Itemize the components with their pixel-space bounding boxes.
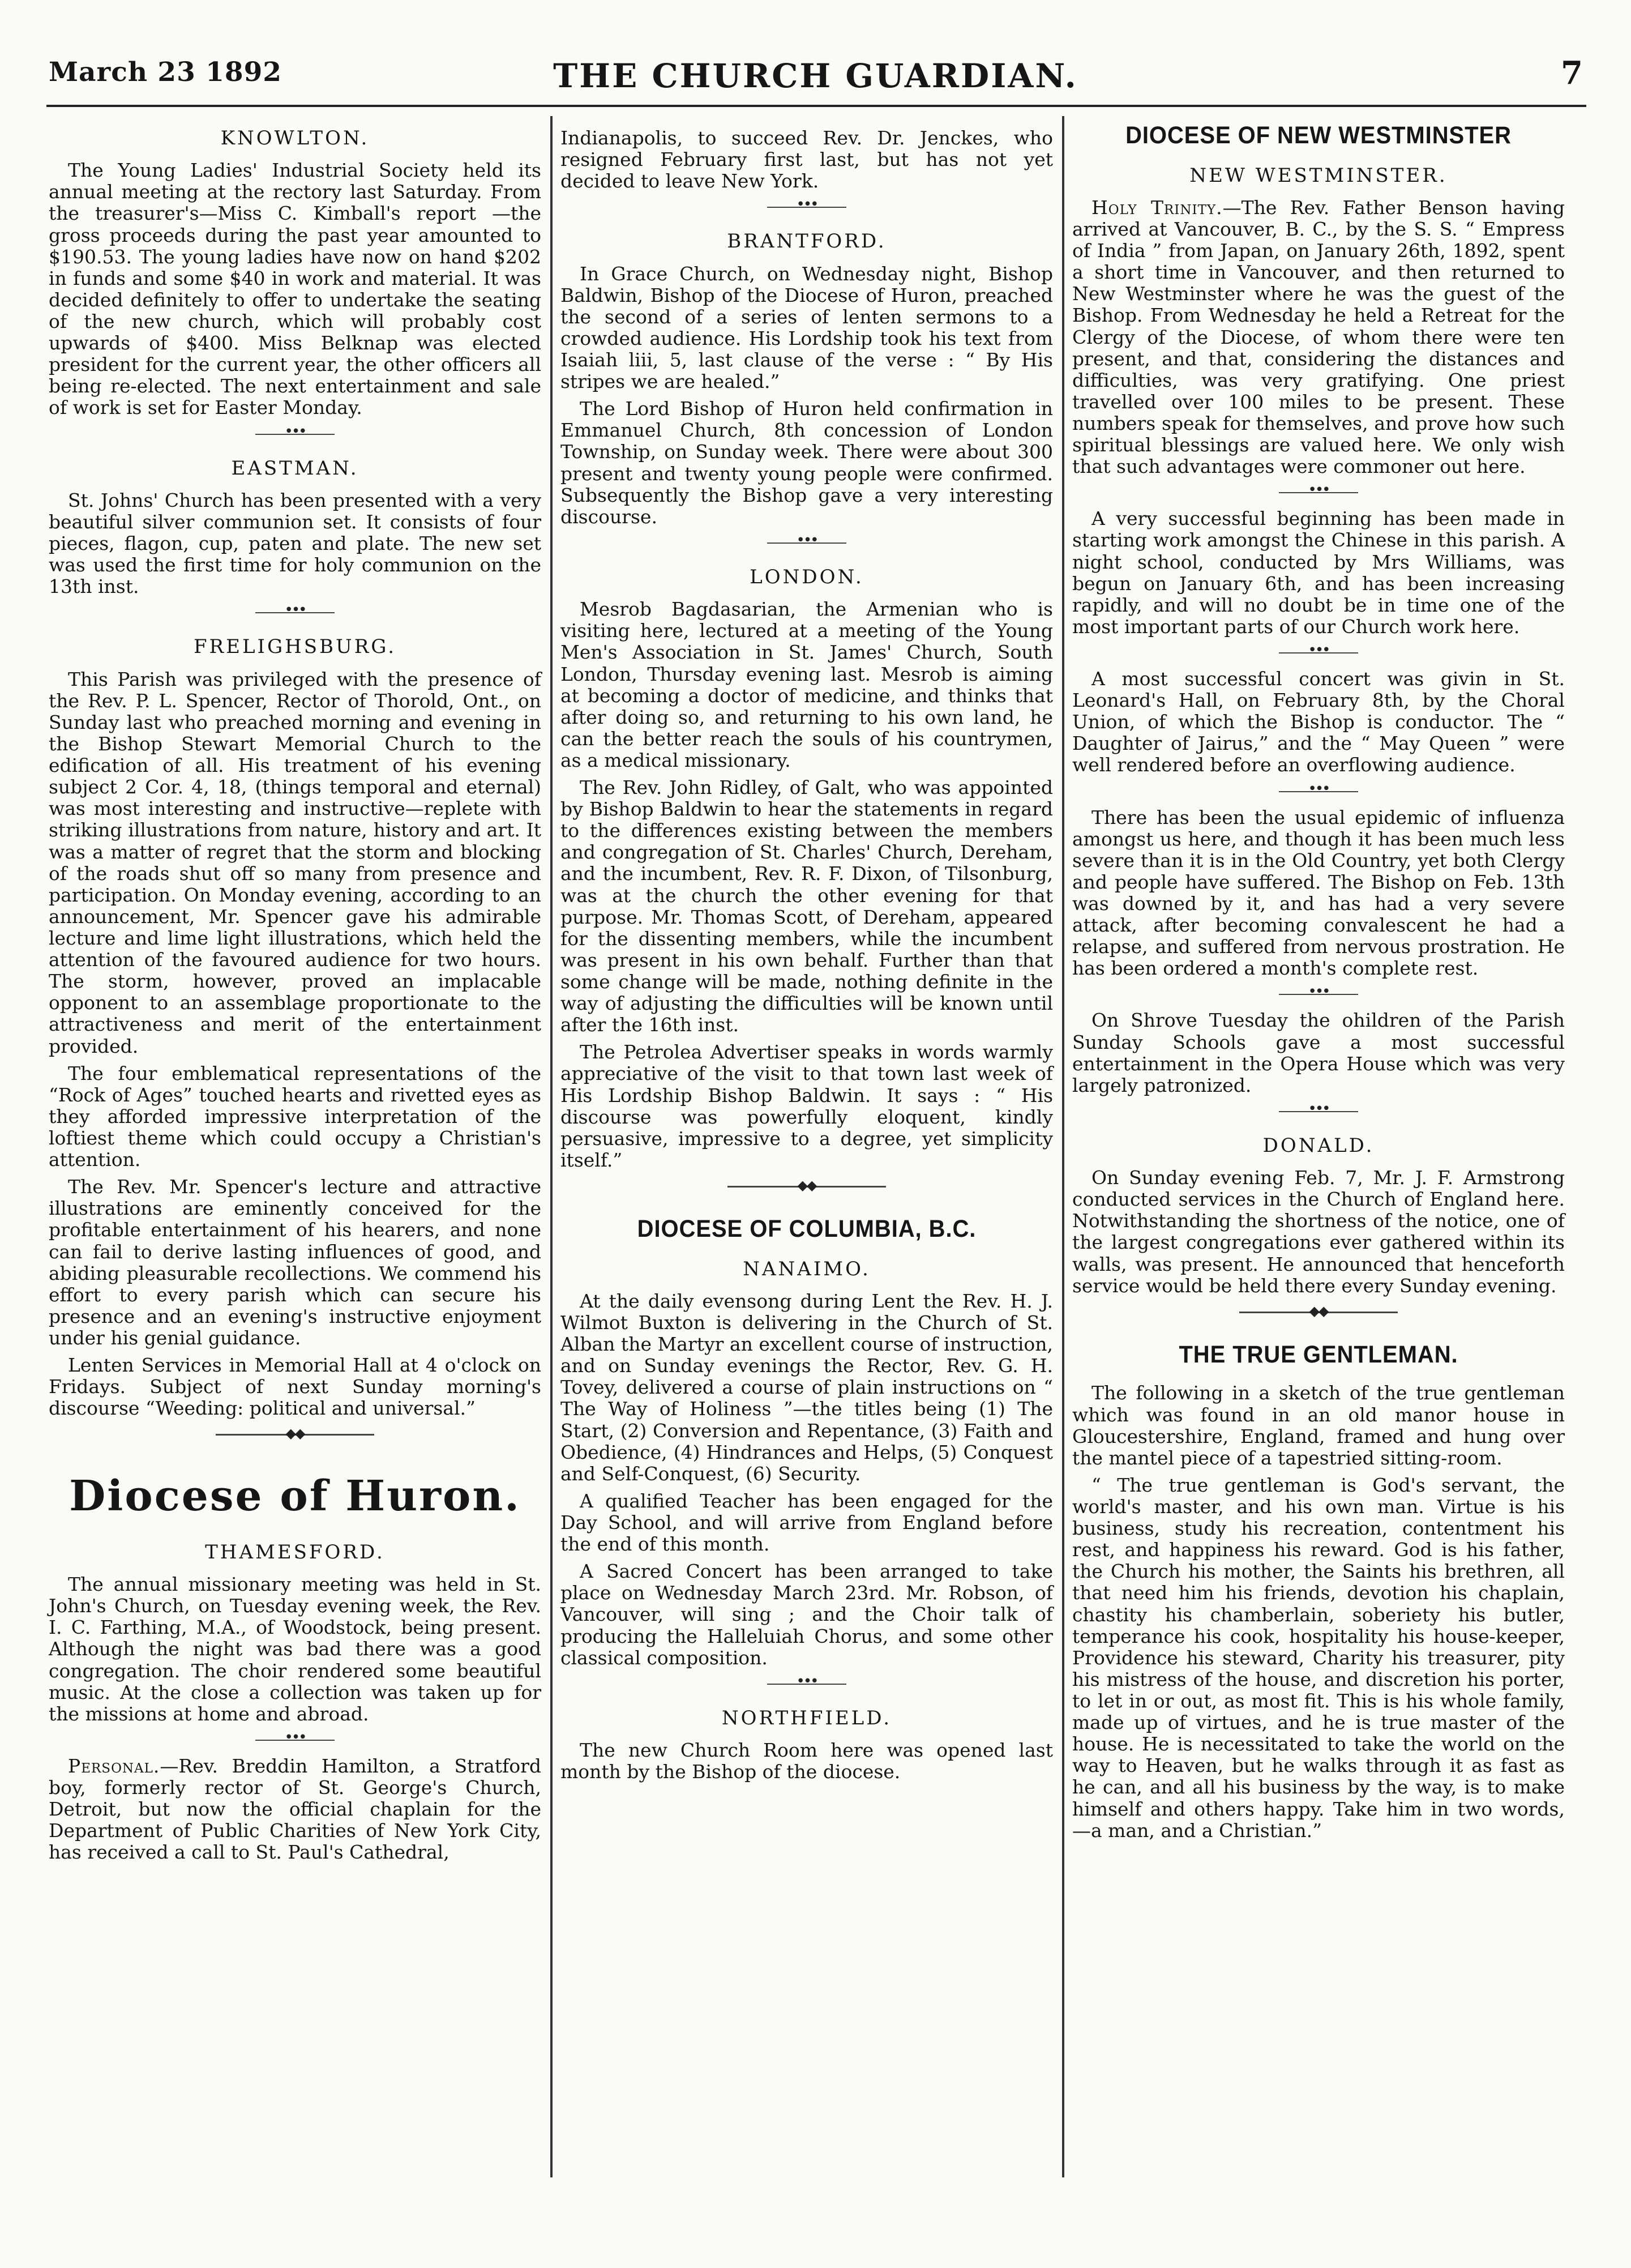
ornament-divider bbox=[1072, 986, 1565, 1003]
run-in-text: —The Rev. Father Benson having arrived at Vancouver, B. C., by the S. S. “ Empress of India ” from Japan, on January 26th, 1892, spent a short time in Vancouver, and then returned to New Westminster where he was the guest of the Bishop. From Wednesday he held a Retreat for the Clergy of the Diocese, of whom there were ten present, and that, considering the distances and difficulties, was very gratifying. One priest travelled over 100 miles to be present. These numbers speak for themselves, and prove how such spiritual blessings are valued here. We only wish that such advantages were commoner out here. bbox=[1072, 196, 1565, 478]
ornament-divider bbox=[1072, 783, 1565, 800]
article-paragraph: The following in a sketch of the true gentleman which was found in an old manor house in Gloucestershire, England, framed and hung over the mantel piece of a tapestried sitting-room. bbox=[1072, 1382, 1565, 1469]
section-heading-frelighsburg: FRELIGHSBURG. bbox=[193, 635, 397, 659]
issue-date: March 23 1892 bbox=[49, 57, 282, 88]
ornament-divider bbox=[560, 1676, 1053, 1693]
article-paragraph: The Rev. John Ridley, of Galt, who was appointed by Bishop Baldwin to hear the statements in regard to the differences existing between the members and congregation of St. Charles' Church, Dereham, and the incumbent, Rev. R. F. Dixon, of Tilsonburg, was at the church the other evening for that purpose. Mr. Thomas Scott, of Dereham, appeared for the dissenting members, while the incumbent was present in his own behalf. Further than that some change will be made, nothing definite in the way of adjusting the difficulties will be known until after the 16th inst. bbox=[560, 776, 1053, 1036]
diocese-heading-new-westminster: DIOCESE OF NEW WESTMINSTER bbox=[1125, 122, 1512, 149]
article-paragraph: St. Johns' Church has been presented with a very beautiful silver communion set. It consists of four pieces, flagon, cup, paten and plate. The new set was used the first time for holy communion on the 13th inst. bbox=[49, 489, 541, 598]
newspaper-title: THE CHURCH GUARDIAN. bbox=[553, 57, 1078, 95]
article-paragraph-holy-trinity bbox=[1072, 197, 1565, 477]
article-paragraph: The Rev. Mr. Spencer's lecture and attractive illustrations are eminently conceived for the profitable entertainment of his hearers, and none can fail to derive lasting influences of good, and abiding pleasurable recollections. We commend his effort to every parish which can secure his presence and an evening's instructive enjoyment under his genial guidance. bbox=[49, 1176, 541, 1349]
section-heading-northfield: NORTHFIELD. bbox=[721, 1706, 892, 1729]
ornament-divider bbox=[49, 1732, 541, 1749]
run-in-text: —Rev. Breddin Hamilton, a Stratford boy, formerly rector of St. George's Church, Detroit, but now the official chaplain for the Department of Public Charities of New York City, has received a call to St. Paul's Cathedral, bbox=[49, 1754, 541, 1864]
section-heading-new-westminster: NEW WESTMINSTER. bbox=[1189, 164, 1448, 187]
masthead bbox=[0, 0, 1631, 113]
run-in-lead: Holy Trinity. bbox=[1091, 196, 1223, 219]
column-rule-1 bbox=[550, 116, 553, 2177]
section-heading-donald: DONALD. bbox=[1262, 1134, 1375, 1157]
ornament-divider bbox=[49, 1426, 541, 1443]
article-paragraph: There has been the usual epidemic of influenza amongst us here, and though it has been much less severe than it is in the Old Country, yet both Clergy and people have suffered. The Bishop on Feb. 13th was downed by it, and has had a very severe attack, after becoming convalescent he had a relapse, and suffered from nervous prostration. He has been ordered a month's complete rest. bbox=[1072, 806, 1565, 980]
article-paragraph: The annual missionary meeting was held in St. John's Church, on Tuesday evening week, the Rev. I. C. Farthing, M.A., of Woodstock, being present. Although the night was bad there was a good congregation. The choir rendered some beautiful music. At the close a collection was taken up for the missions at home and abroad. bbox=[49, 1573, 541, 1725]
section-heading-thamesford: THAMESFORD. bbox=[205, 1540, 385, 1564]
article-paragraph: In Grace Church, on Wednesday night, Bishop Baldwin, Bishop of the Diocese of Huron, preached the second of a series of lenten sermons to a crowded audience. His Lordship took his text from Isaiah liii, 5, last clause of the verse : “ By His stripes we are healed.” bbox=[560, 262, 1053, 393]
column-1 bbox=[49, 122, 541, 1869]
page-number: 7 bbox=[1561, 54, 1583, 92]
column-3 bbox=[1072, 122, 1565, 1847]
column-rule-2 bbox=[1062, 116, 1064, 2177]
ornament-divider bbox=[1072, 644, 1565, 661]
ornament-divider bbox=[560, 1178, 1053, 1195]
article-paragraph: At the daily evensong during Lent the Rev. H. J. Wilmot Buxton is delivering in the Church of St. Alban the Martyr an excellent course of instruction, and on Sunday evenings the Rector, Rev. G. H. Tovey, delivered a course of plain instructions on “ The Way of Holiness ”—the titles being (1) The Start, (2) Conversion and Repentance, (3) Faith and Obedience, (4) Hindrances and Helps, (5) Conquest and Self-Conquest, (6) Security. bbox=[560, 1289, 1053, 1485]
section-heading-london: LONDON. bbox=[750, 565, 864, 588]
section-heading-eastman: EASTMAN. bbox=[231, 456, 359, 480]
ornament-divider bbox=[560, 535, 1053, 552]
article-paragraph: The Petrolea Advertiser speaks in words warmly appreciative of the visit to that town last week of His Lordship Bishop Baldwin. It says : “ His discourse was powerfully eloquent, kindly persuasive, impressive to a degree, yet simplicity itself.” bbox=[560, 1041, 1053, 1171]
article-paragraph: A very successful beginning has been made in starting work amongst the Chinese in this parish. A night school, conducted by Mrs Williams, was begun on January 6th, and has been increasing rapidly, and will no doubt be in time one of the most important parts of our Church work here. bbox=[1072, 507, 1565, 638]
article-paragraph: A qualified Teacher has been engaged for the Day School, and will arrive from England before the end of this month. bbox=[560, 1489, 1053, 1556]
article-paragraph: The Lord Bishop of Huron held confirmation in Emmanuel Church, 8th concession of London Township, on Sunday week. There were about 300 present and twenty young people were confirmed. Subsequently the Bishop gave a very interesting discourse. bbox=[560, 398, 1053, 528]
article-paragraph: On Shrove Tuesday the ohildren of the Parish Sunday Schools gave a most successful entertainment in the Opera House which was very largely patronized. bbox=[1072, 1009, 1565, 1096]
article-paragraph: Lenten Services in Memorial Hall at 4 o'clock on Fridays. Subject of next Sunday morning's discourse “Weeding: political and universal.” bbox=[49, 1354, 541, 1420]
section-heading-nanaimo: NANAIMO. bbox=[743, 1257, 871, 1280]
article-paragraph: This Parish was privileged with the presence of the Rev. P. L. Spencer, Rector of Thorold, Ont., on Sunday last who preached morning and evening in the Bishop Stewart Memorial Church to the edification of all. His treatment of his evening subject 2 Cor. 4, 18, (things temporal and eternal) was most interesting and instructive—replete with striking illustrations from nature, history and art. It was a matter of regret that the storm and blocking of the roads shut off so many from presence and participation. On Monday evening, according to an announcement, Mr. Spencer gave his admirable lecture and lime light illustrations, which held the attention of the favoured audience for two hours. The storm, however, proved an implacable opponent to an assemblage proportionate to the attractiveness and merit of the entertainment provided. bbox=[49, 668, 541, 1057]
article-paragraph: On Sunday evening Feb. 7, Mr. J. F. Armstrong conducted services in the Church of England here. Notwithstanding the shortness of the notice, one of the largest congregations ever gathered within its walls, was present. He announced that henceforth service would be held there every Sunday evening. bbox=[1072, 1167, 1565, 1297]
article-paragraph: The Young Ladies' Industrial Society held its annual meeting at the rectory last Saturday. From the treasurer's—Miss C. Kimball's report —the gross proceeds during the past year amounted to $190.53. The young ladies have now on hand $202 in funds and some $40 in work and material. It was decided definitely to offer to undertake the seating of the new church, which will probably cost upwards of $400. Miss Belknap was elected president for the current year, the other officers all being re-elected. The next entertainment and sale of work is set for Easter Monday. bbox=[49, 159, 541, 419]
article-paragraph-continued: Indianapolis, to succeed Rev. Dr. Jenckes, who resigned February first last, but has not yet decided to leave New York. bbox=[560, 127, 1053, 193]
ornament-divider bbox=[49, 426, 541, 443]
article-paragraph: A most successful concert was givin in St. Leonard's Hall, on February 8th, by the Choral Union, of which the Bishop is conductor. The “ Daughter of Jairus,” and the “ May Queen ” were well rendered before an overflowing audience. bbox=[1072, 668, 1565, 776]
header-rule bbox=[46, 105, 1586, 107]
run-in-lead: Personal. bbox=[68, 1754, 160, 1777]
diocese-heading-columbia: DIOCESE OF COLUMBIA, B.C. bbox=[637, 1215, 977, 1243]
article-paragraph-personal bbox=[49, 1756, 541, 1864]
section-heading-knowlton: KNOWLTON. bbox=[220, 127, 370, 150]
diocese-heading-huron: Diocese of Huron. bbox=[69, 1472, 521, 1521]
ornament-divider bbox=[1072, 1304, 1565, 1321]
ornament-divider bbox=[49, 604, 541, 621]
article-paragraph: “ The true gentleman is God's servant, the world's master, and his own man. Virtue is his business, study his recreation, contentment his rest, and happiness his reward. God is his father, the Church his mother, the Saints his brethren, all that need him his friends, devotion his chaplain, chastity his chamberlain, soberiety his butler, temperance his cook, hospitality his house-keeper, Providence his steward, Charity his treasurer, pity his mistress of the house, and discretion his porter, to let in or out, as most fit. This is his whole family, made up of virtues, and he is true master of the house. He is necessitated to take the world on the way to Heaven, but he walks through it as fast as he can, and all his business by the way, is to make himself and others happy. Take him in two words, —a man, and a Christian.” bbox=[1072, 1473, 1565, 1842]
section-heading-true-gentleman: THE TRUE GENTLEMAN. bbox=[1179, 1340, 1458, 1368]
article-paragraph: Mesrob Bagdasarian, the Armenian who is visiting here, lectured at a meeting of the Young Men's Association in St. James' Church, South London, Thursday evening last. Mesrob is aiming at becoming a doctor of medicine, and thinks that after doing so, and returning to his own land, he can the better reach the souls of his countrymen, as a medical missionary. bbox=[560, 598, 1053, 771]
column-2 bbox=[560, 122, 1053, 1788]
ornament-divider bbox=[1072, 1103, 1565, 1120]
section-heading-brantford: BRANTFORD. bbox=[727, 230, 887, 253]
article-paragraph: A Sacred Concert has been arranged to take place on Wednesday March 23rd. Mr. Robson, of Vancouver, will sing ; and the Choir talk of producing the Halleluiah Chorus, and some other classical composition. bbox=[560, 1560, 1053, 1669]
ornament-divider bbox=[1072, 484, 1565, 501]
article-paragraph: The new Church Room here was opened last month by the Bishop of the diocese. bbox=[560, 1739, 1053, 1783]
ornament-divider bbox=[560, 199, 1053, 216]
article-paragraph: The four emblematical representations of the “Rock of Ages” touched hearts and rivetted eyes as they afforded impressive interpretation of the loftiest theme which could occupy a Christian's attention. bbox=[49, 1062, 541, 1171]
